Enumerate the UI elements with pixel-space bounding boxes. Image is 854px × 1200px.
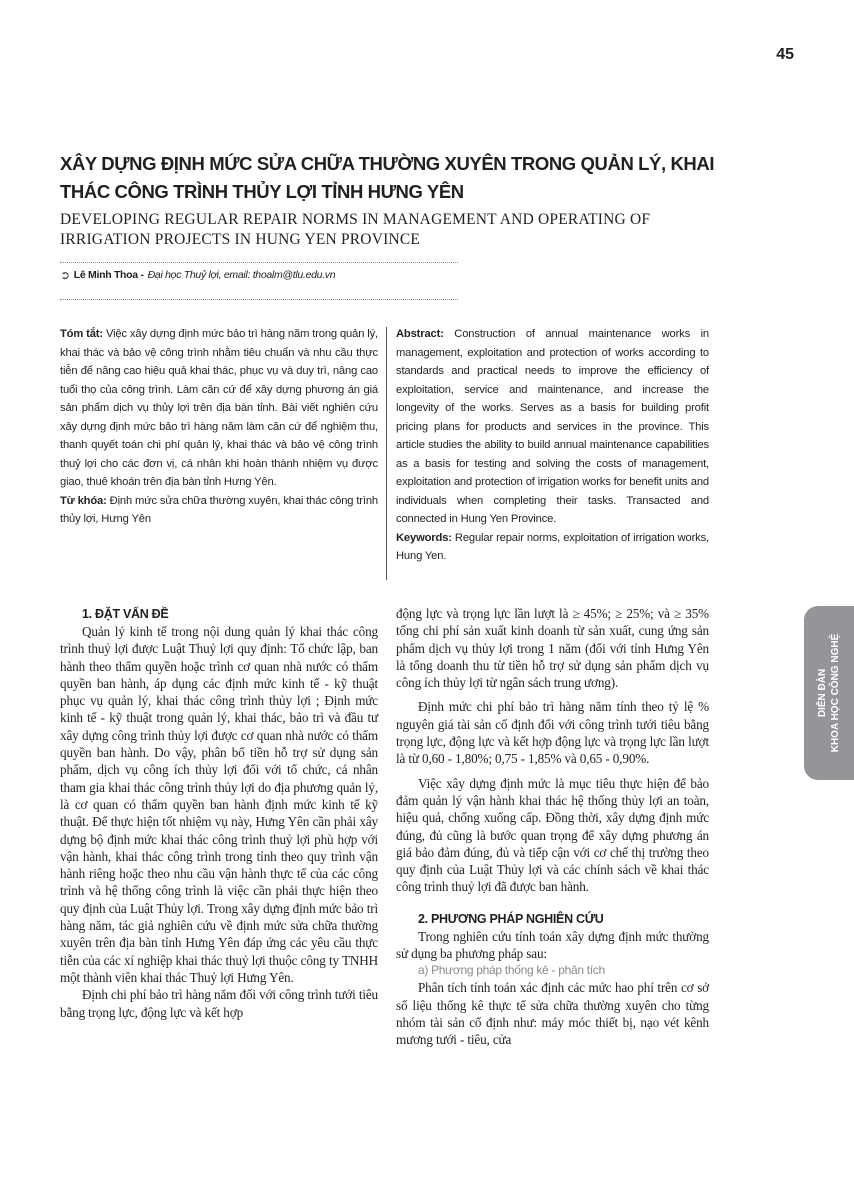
section-1-paragraph-3: Định mức chi phí bảo trì hàng năm tính theo tỷ lệ % nguyên giá tài sản cố định đối với công trình tưới tiêu bằng trọng lực, động lực và kết hợp động lực và trọng lực lần lượt là từ 0,60 - 1,80%; 0,75 - 1,85% và 0,65 - 0,90%. [396, 699, 709, 767]
journal-section-line1: DIỄN ĐÀN [817, 668, 828, 718]
section-2-paragraph-2: Phân tích tính toán xác định các mức hao phí trên cơ sở số liệu thống kê thực tế sửa chữa thường xuyên cho từng nhóm tài sản cố định như: máy móc thiết bị, nạo vét kênh mương tưới - tiêu, cửa [396, 980, 709, 1048]
keywords-en-label: Keywords: [396, 531, 452, 544]
journal-section-tab [804, 606, 854, 780]
journal-section-label [816, 634, 842, 753]
keywords-en-paragraph [396, 529, 709, 566]
abstract-vietnamese [60, 325, 378, 529]
article-title-english-line1: DEVELOPING REGULAR REPAIR NORMS IN MANAGEMENT AND OPERATING OF [60, 211, 651, 228]
abstract-vi-text: Việc xây dựng định mức bảo trì hàng năm trong quản lý, khai thác và bảo vệ công trình nhằm tiêu chuẩn và nhu cầu thực tiễn để nâng cao hiệu quả khai thác, phục vụ và duy trì, nâng cao tuổi thọ của công trình. Làm căn cứ để xây dựng phương án giá sản phẩm dịch vụ thủy lợi trên địa bàn tỉnh. Bài viết nghiên cứu xây dựng định mức bảo trì hàng năm làm căn cứ để nghiệm thu, thanh quyết toán chi phí quản lý, khai thác và bảo vệ công trình thuỷ lợi cho các đơn vị, cá nhân khi hoàn thành nhiệm vụ được giao, thuê khoán trên địa bàn tỉnh Hưng Yên. [60, 328, 379, 488]
divider-bottom [60, 299, 458, 300]
keywords-vi-text: Định mức sửa chữa thường xuyên, khai thác công trình thủy lợi, Hưng Yên [60, 494, 378, 525]
divider-top [60, 262, 458, 263]
body-column-right [396, 605, 709, 1049]
section-2-paragraph-1: Trong nghiên cứu tính toán xây dựng định mức thường sử dụng ba phương pháp sau: [396, 928, 709, 962]
author-affiliation[interactable]: Đại học Thuỷ lợi, email: thoalm@tlu.edu.vn [147, 269, 336, 281]
abstract-vi-paragraph [60, 325, 378, 492]
abstract-en-text: Construction of annual maintenance works in management, exploitation and protection of works according to standards and practical needs to improve the efficiency of exploitation, service and maintenance, and increase the longevity of the works. Serves as a basis for building profit pricing plans for products and services in the province. This article studies the ability to build annual maintenance capabilities as a basis for testing and solving the costs of management, exploitation and protection of irrigation works for benefit units and individuals when completing their tasks. Transacted and connected in Hung Yen Province. [396, 328, 709, 525]
article-title-english [60, 210, 760, 250]
article-title-vietnamese: XÂY DỰNG ĐỊNH MỨC SỬA CHỮA THƯỜNG XUYÊN TRONG QUẢN LÝ, KHAI THÁC CÔNG TRÌNH THỦY LỢI TỈNH HƯNG YÊN [60, 153, 715, 202]
section-1-heading: 1. ĐẶT VẤN ĐỀ [82, 607, 169, 621]
abstract-en-label: Abstract: [396, 328, 444, 340]
body-column-left [60, 605, 378, 1021]
section-1-paragraph-4: Việc xây dựng định mức là mục tiêu thực hiện để bảo đảm quản lý vận hành khai thác hệ thống thủy lợi an toàn, hiệu quả, chống xuống cấp. Đồng thời, xây dựng định mức đúng, đủ cũng là bước quan trọng để xây dựng phương án giá bảo đảm đúng, đủ và tiếp cận với cơ chế thị trường theo quy định của Luật Thủy lợi và các chính sách về khai thác công trình thuỷ lợi đã được ban hành. [396, 775, 709, 895]
keywords-vi-label: Từ khóa: [60, 494, 107, 507]
abstract-en-paragraph [396, 325, 709, 529]
article-title-english-line2: IRRIGATION PROJECTS IN HUNG YEN PROVINCE [60, 231, 421, 248]
abstract-english [396, 325, 709, 566]
section-1-paragraph-2-continued: động lực và trọng lực lần lượt là ≥ 45%; ≥ 25%; và ≥ 35% tổng chi phí sản xuất kinh doanh từ sản xuất, cung ứng sản phẩm dịch vụ thủy lợi trong 1 năm (đối với tỉnh Hưng Yên là tổng doanh thu từ tiền hỗ trợ sử dụng sản phẩm dịch vụ công ích thủy lợi từ ngân sách trung ương). [396, 606, 709, 691]
page-number: 45 [776, 46, 794, 63]
section-2-heading: 2. PHƯƠNG PHÁP NGHIÊN CỨU [418, 911, 604, 926]
keywords-vi-paragraph [60, 492, 378, 529]
author-line [60, 268, 335, 282]
journal-section-line2: KHOA HỌC CÔNG NGHỆ [830, 633, 841, 753]
arrow-icon: ➲ [60, 268, 70, 282]
section-2-subheading: a) Phương pháp thống kê - phân tích [418, 963, 605, 978]
abstract-vi-label: Tóm tắt: [60, 328, 103, 340]
keywords-en-text: Regular repair norms, exploitation of irrigation works, Hung Yen. [396, 531, 709, 562]
column-divider [386, 327, 387, 580]
author-name: Lê Minh Thoa - [73, 269, 144, 281]
section-1-paragraph-2: Định chi phí bảo trì hàng năm đối với công trình tưới tiêu bằng trọng lực, động lực và kết hợp [60, 987, 378, 1020]
section-1-paragraph-1: Quản lý kinh tế trong nội dung quản lý khai thác công trình thuỷ lợi được Luật Thuỷ lợi quy định: Tổ chức lập, ban hành theo thẩm quyền hoặc trình cơ quan nhà nước có thẩm quyền ban hành, áp dụng các định mức kinh tế - kỹ thuật phục vụ quản lý, khai thác công trình thủy lợi ; Định mức kinh tế - kỹ thuật trong quản lý, khai thác, bảo trì và đầu tư xây dựng công trình thủy lợi được cơ quan nhà nước có thẩm quyền ban hành. Do vậy, phân bổ tiền hỗ trợ sử dụng sản phẩm, dịch vụ công ích thủy lợi đối với tổ chức, cá nhân tham gia khai thác công trình thủy lợi do địa phương quản lý, là cơ quan có thẩm quyền ban hành định mức kinh tế kỹ thuật. Để thực hiện tốt nhiệm vụ này, Hưng Yên cần phải xây dựng bộ định mức khai thác công trình thuỷ lợi phù hợp với vận hành, khai thác công trình trong tỉnh theo quy trình vận hành riêng hoặc theo nhu cầu vận hành thực tế của các công trình và hệ thống công trình là việc cần phải thực hiện theo quy định của Luật Thủy lợi. Trong xây dựng định mức bảo trì hàng năm, tác giả nghiên cứu về định mức sửa chữa thường xuyên trên địa bàn tỉnh Hưng Yên đáp ứng các yêu cầu thực tiễn của các xí nghiệp khai thác thuỷ lợi thuộc công ty TNHH một thành viên khai thác Thuỷ lợi Hưng Yên. [60, 624, 378, 985]
